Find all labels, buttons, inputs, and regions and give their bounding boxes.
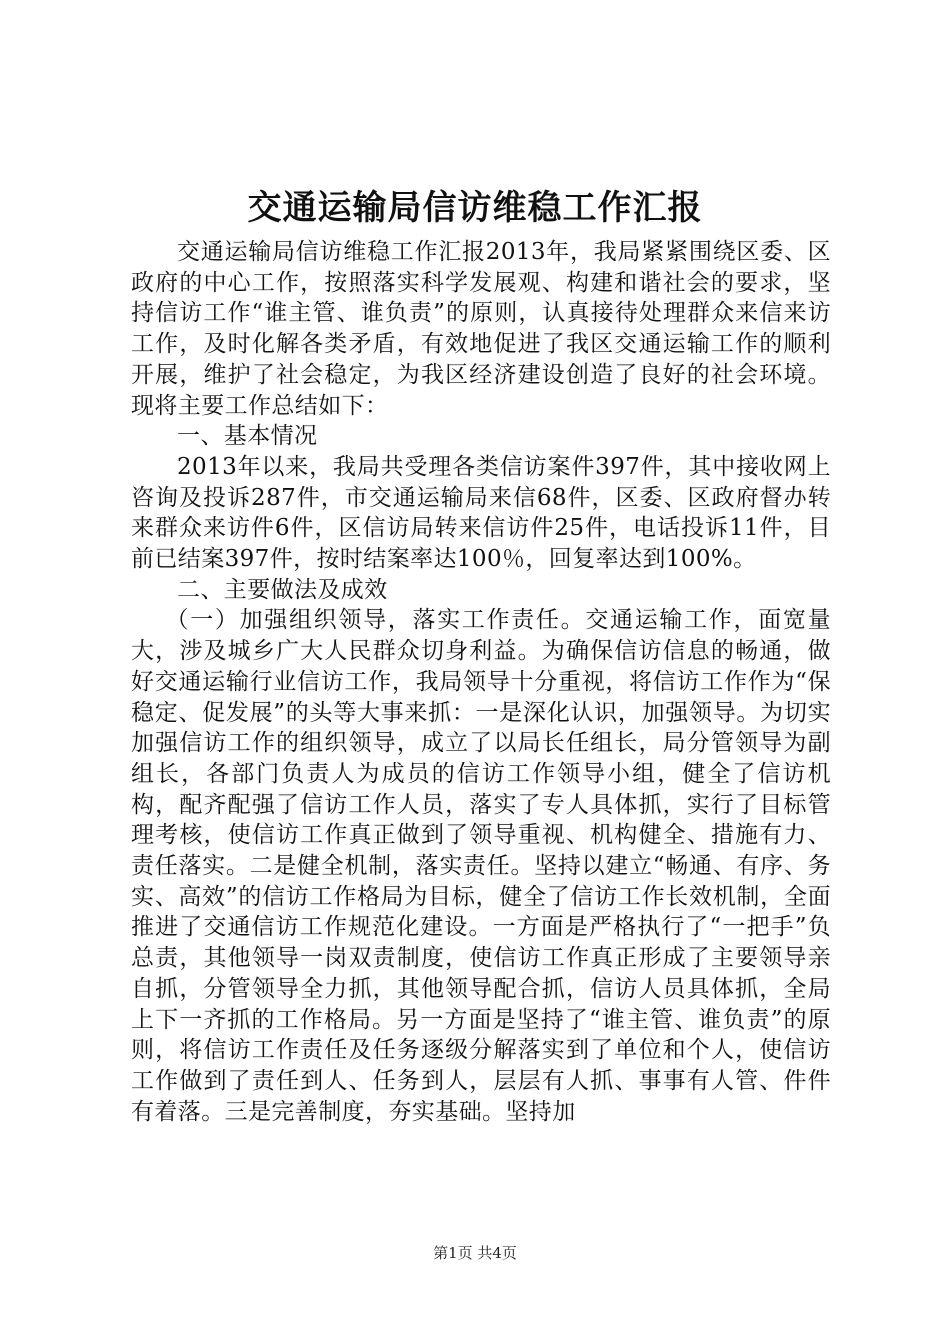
- basic-situation-paragraph: 2013年以来，我局共受理各类信访案件397件，其中接收网上咨询及投诉287件，市交通运输局来信68件，区委、区政府督办转来群众来访件6件，区信访局转来信访件25件，电话投诉11件，目前已结案397件，按时结案率达100％，回复率达到100%。: [131, 453, 831, 573]
- document-title: 交通运输局信访维稳工作汇报: [247, 188, 703, 228]
- document-body: [131, 237, 831, 1127]
- section-heading-main-practices: 二、主要做法及成效: [177, 576, 388, 603]
- section-heading-basic-situation: 一、基本情况: [177, 423, 318, 450]
- page-number-footer: 第1页 共4页: [433, 1244, 517, 1262]
- intro-paragraph: 交通运输局信访维稳工作汇报2013年，我局紧紧围绕区委、区政府的中心工作，按照落实科学发展观、构建和谐社会的要求，坚持信访工作“谁主管、谁负责”的原则，认真接待处理群众来信来访工作，及时化解各类矛盾，有效地促进了我区交通运输工作的顺利开展，维护了社会稳定，为我区经济建设创造了良好的社会环境。现将主要工作总结如下：: [131, 239, 831, 419]
- practices-paragraph: （一）加强组织领导，落实工作责任。交通运输工作，面宽量大，涉及城乡广大人民群众切身利益。为确保信访信息的畅通，做好交通运输行业信访工作，我局领导十分重视，将信访工作作为“保稳定、促发展”的头等大事来抓：一是深化认识，加强领导。为切实加强信访工作的组织领导，成立了以局长任组长，局分管领导为副组长，各部门负责人为成员的信访工作领导小组，健全了信访机构，配齐配强了信访工作人员，落实了专人具体抓，实行了目标管理考核，使信访工作真正做到了领导重视、机构健全、措施有力、责任落实。二是健全机制，落实责任。坚持以建立“畅通、有序、务实、高效”的信访工作格局为目标，健全了信访工作长效机制，全面推进了交通信访工作规范化建设。一方面是严格执行了“一把手”负总责，其他领导一岗双责制度，使信访工作真正形成了主要领导亲自抓，分管领导全力抓，其他领导配合抓，信访人员具体抓，全局上下一齐抓的工作格局。另一方面是坚持了“谁主管、谁负责”的原则，将信访工作责任及任务逐级分解落实到了单位和个人，使信访工作做到了责任到人、任务到人，层层有人抓、事事有人管、件件有着落。三是完善制度，夯实基础。坚持加: [131, 607, 831, 1125]
